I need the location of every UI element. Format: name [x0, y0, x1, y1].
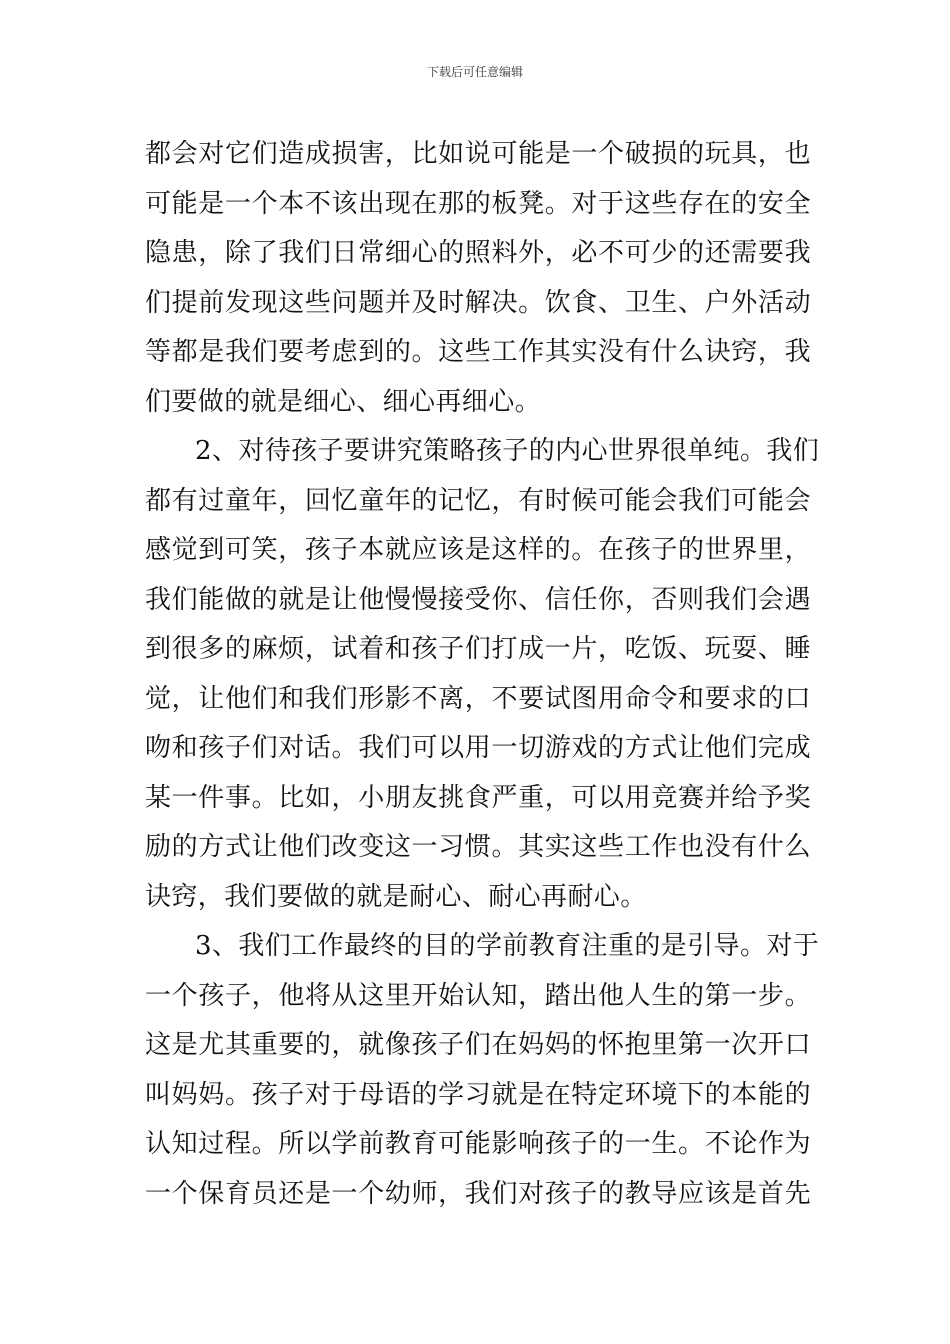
text-line: 都会对它们造成损害，比如说可能是一个破损的玩具，也 [145, 139, 811, 169]
text-line: 认知过程。所以学前教育可能影响孩子的一生。不论作为 [145, 1129, 811, 1159]
text-line: 们要做的就是细心、细心再细心。 [145, 386, 542, 417]
text-line: 诀窍，我们要做的就是耐心、耐心再耐心。 [145, 881, 647, 912]
paragraph-start-line: 3、我们工作最终的目的学前教育注重的是引导。对于 [195, 931, 820, 961]
text-line: 一个保育员还是一个幼师，我们对孩子的教导应该是首先 [145, 1178, 811, 1209]
text-line: 可能是一个本不该出现在那的板凳。对于这些存在的安全 [145, 188, 811, 219]
text-line: 感觉到可笑，孩子本就应该是这样的。在孩子的世界里， [145, 535, 811, 565]
text-line: 吻和孩子们对话。我们可以用一切游戏的方式让他们完成 [145, 733, 811, 763]
text-line: 励的方式让他们改变这一习惯。其实这些工作也没有什么 [145, 832, 811, 862]
text-line: 某一件事。比如，小朋友挑食严重，可以用竞赛并给予奖 [145, 782, 811, 813]
text-line: 都有过童年，回忆童年的记忆，有时候可能会我们可能会 [145, 485, 811, 516]
text-line: 一个孩子，他将从这里开始认知，踏出他人生的第一步。 [145, 980, 811, 1011]
page-header: 下载后可任意编辑 [426, 65, 523, 79]
text-line: 我们能做的就是让他慢慢接受你、信任你，否则我们会遇 [145, 584, 811, 615]
text-line: 隐患，除了我们日常细心的照料外，必不可少的还需要我 [145, 238, 811, 268]
text-line: 等都是我们要考虑到的。这些工作其实没有什么诀窍，我 [145, 337, 811, 367]
text-line: 们提前发现这些问题并及时解决。饮食、卫生、户外活动 [145, 287, 811, 318]
text-line: 这是尤其重要的，就像孩子们在妈妈的怀抱里第一次开口 [145, 1030, 811, 1060]
text-line: 叫妈妈。孩子对于母语的学习就是在特定环境下的本能的 [145, 1079, 811, 1110]
body-text [145, 130, 820, 1219]
text-line: 到很多的麻烦，试着和孩子们打成一片，吃饭、玩耍、睡 [145, 634, 811, 664]
paragraph-start-line: 2、对待孩子要讲究策略孩子的内心世界很单纯。我们 [195, 436, 820, 466]
text-line: 觉，让他们和我们形影不离，不要试图用命令和要求的口 [145, 683, 811, 714]
